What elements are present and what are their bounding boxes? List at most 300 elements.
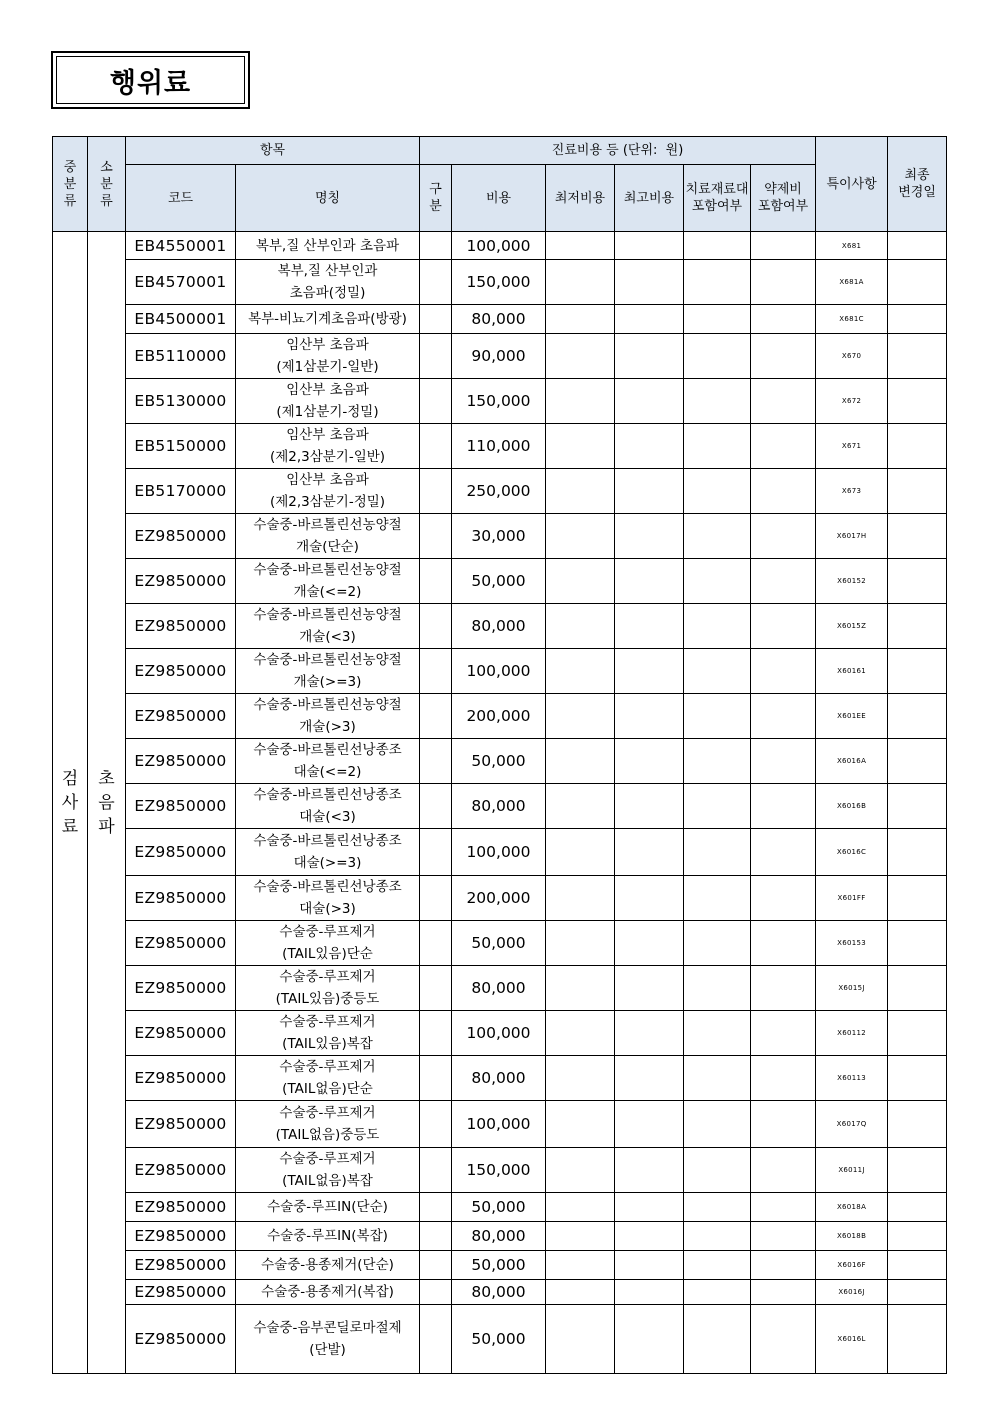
header-minor-category: 소 분 류 — [88, 137, 126, 232]
table-row — [53, 649, 947, 694]
material-included-cell — [684, 784, 751, 829]
name-cell: 수술중-루프제거 (TAIL있음)단순 — [236, 921, 420, 966]
table-row — [53, 1193, 947, 1222]
table-row — [53, 784, 947, 829]
material-included-cell — [684, 469, 751, 514]
cost-cell: 50,000 — [452, 921, 546, 966]
table-row — [53, 1101, 947, 1148]
table-row — [53, 232, 947, 260]
last-changed-cell — [888, 1251, 947, 1280]
notes-cell: X6016F — [816, 1251, 888, 1280]
max-cost-cell — [615, 1148, 684, 1193]
type-cell — [420, 1011, 452, 1056]
header-drug-included: 약제비 포함여부 — [751, 165, 816, 232]
notes-cell: X601EE — [816, 694, 888, 739]
name-cell: 수술중-루프IN(단순) — [236, 1193, 420, 1222]
code-cell: EB5110000 — [126, 334, 236, 379]
drug-included-cell — [751, 1056, 816, 1101]
drug-included-cell — [751, 1251, 816, 1280]
max-cost-cell — [615, 966, 684, 1011]
notes-cell: X60113 — [816, 1056, 888, 1101]
code-cell: EZ9850000 — [126, 559, 236, 604]
major-category-cell: 검 사 료 — [53, 232, 88, 1374]
max-cost-cell — [615, 232, 684, 260]
notes-cell: X6016J — [816, 1280, 888, 1305]
min-cost-cell — [546, 379, 615, 424]
cost-cell: 50,000 — [452, 1251, 546, 1280]
name-cell: 수술중-음부콘딜로마절제 (단발) — [236, 1305, 420, 1374]
name-cell: 수술중-바르톨린선농양절 개술(>=3) — [236, 649, 420, 694]
cost-cell: 80,000 — [452, 1280, 546, 1305]
cost-cell: 80,000 — [452, 604, 546, 649]
header-cost-group: 진료비용 등 (단위: 원) — [420, 137, 816, 165]
drug-included-cell — [751, 829, 816, 876]
cost-cell: 80,000 — [452, 1222, 546, 1251]
min-cost-cell — [546, 334, 615, 379]
min-cost-cell — [546, 1280, 615, 1305]
min-cost-cell — [546, 604, 615, 649]
min-cost-cell — [546, 694, 615, 739]
max-cost-cell — [615, 1251, 684, 1280]
min-cost-cell — [546, 469, 615, 514]
last-changed-cell — [888, 876, 947, 921]
material-included-cell — [684, 876, 751, 921]
last-changed-cell — [888, 232, 947, 260]
type-cell — [420, 649, 452, 694]
type-cell — [420, 829, 452, 876]
cost-cell: 250,000 — [452, 469, 546, 514]
name-cell: 수술중-용종제거(단순) — [236, 1251, 420, 1280]
code-cell: EZ9850000 — [126, 1251, 236, 1280]
cost-cell: 100,000 — [452, 232, 546, 260]
header-material-included: 치료재료대 포함여부 — [684, 165, 751, 232]
drug-included-cell — [751, 1101, 816, 1148]
header-name: 명칭 — [236, 165, 420, 232]
table-row — [53, 379, 947, 424]
code-cell: EZ9850000 — [126, 829, 236, 876]
max-cost-cell — [615, 379, 684, 424]
type-cell — [420, 1251, 452, 1280]
code-cell: EZ9850000 — [126, 1101, 236, 1148]
name-cell: 수술중-바르톨린선농양절 개술(>3) — [236, 694, 420, 739]
notes-cell: X673 — [816, 469, 888, 514]
max-cost-cell — [615, 784, 684, 829]
type-cell — [420, 694, 452, 739]
type-cell — [420, 876, 452, 921]
code-cell: EZ9850000 — [126, 876, 236, 921]
max-cost-cell — [615, 1305, 684, 1374]
cost-cell: 110,000 — [452, 424, 546, 469]
table-row — [53, 1148, 947, 1193]
notes-cell: X681 — [816, 232, 888, 260]
type-cell — [420, 559, 452, 604]
min-cost-cell — [546, 739, 615, 784]
type-cell — [420, 424, 452, 469]
max-cost-cell — [615, 514, 684, 559]
material-included-cell — [684, 829, 751, 876]
material-included-cell — [684, 1280, 751, 1305]
notes-cell: X60152 — [816, 559, 888, 604]
min-cost-cell — [546, 876, 615, 921]
last-changed-cell — [888, 966, 947, 1011]
fee-table — [52, 136, 947, 1374]
code-cell: EZ9850000 — [126, 604, 236, 649]
notes-cell: X6016B — [816, 784, 888, 829]
drug-included-cell — [751, 739, 816, 784]
notes-cell: X6016C — [816, 829, 888, 876]
notes-cell: X6017H — [816, 514, 888, 559]
last-changed-cell — [888, 1101, 947, 1148]
cost-cell: 80,000 — [452, 305, 546, 334]
cost-cell: 50,000 — [452, 739, 546, 784]
cost-cell: 50,000 — [452, 1193, 546, 1222]
cost-cell: 80,000 — [452, 966, 546, 1011]
table-row — [53, 966, 947, 1011]
max-cost-cell — [615, 559, 684, 604]
table-row — [53, 1222, 947, 1251]
name-cell: 임산부 초음파 (제2,3삼분기-정밀) — [236, 469, 420, 514]
min-cost-cell — [546, 1305, 615, 1374]
header-cost: 비용 — [452, 165, 546, 232]
last-changed-cell — [888, 829, 947, 876]
drug-included-cell — [751, 1305, 816, 1374]
name-cell: 수술중-바르톨린선농양절 개술(<=2) — [236, 559, 420, 604]
last-changed-cell — [888, 1222, 947, 1251]
name-cell: 수술중-바르톨린선농양절 개술(<3) — [236, 604, 420, 649]
notes-cell: X6015J — [816, 966, 888, 1011]
page-title-box — [51, 51, 250, 109]
drug-included-cell — [751, 876, 816, 921]
table-row — [53, 260, 947, 305]
type-cell — [420, 379, 452, 424]
name-cell: 수술중-바르톨린선낭종조 대술(<=2) — [236, 739, 420, 784]
material-included-cell — [684, 305, 751, 334]
code-cell: EZ9850000 — [126, 514, 236, 559]
type-cell — [420, 305, 452, 334]
min-cost-cell — [546, 966, 615, 1011]
drug-included-cell — [751, 1222, 816, 1251]
code-cell: EZ9850000 — [126, 1222, 236, 1251]
max-cost-cell — [615, 1280, 684, 1305]
material-included-cell — [684, 424, 751, 469]
table-row — [53, 876, 947, 921]
table-row — [53, 469, 947, 514]
name-cell: 복부,질 산부인과 초음파 — [236, 232, 420, 260]
min-cost-cell — [546, 921, 615, 966]
min-cost-cell — [546, 649, 615, 694]
material-included-cell — [684, 921, 751, 966]
code-cell: EB5170000 — [126, 469, 236, 514]
last-changed-cell — [888, 1305, 947, 1374]
max-cost-cell — [615, 424, 684, 469]
drug-included-cell — [751, 559, 816, 604]
min-cost-cell — [546, 305, 615, 334]
min-cost-cell — [546, 260, 615, 305]
notes-cell: X6011J — [816, 1148, 888, 1193]
drug-included-cell — [751, 1148, 816, 1193]
notes-cell: X681C — [816, 305, 888, 334]
table-row — [53, 559, 947, 604]
cost-cell: 80,000 — [452, 1056, 546, 1101]
max-cost-cell — [615, 829, 684, 876]
last-changed-cell — [888, 379, 947, 424]
table-row — [53, 1011, 947, 1056]
material-included-cell — [684, 260, 751, 305]
max-cost-cell — [615, 1193, 684, 1222]
name-cell: 복부-비뇨기계초음파(방광) — [236, 305, 420, 334]
type-cell — [420, 514, 452, 559]
type-cell — [420, 1056, 452, 1101]
code-cell: EZ9850000 — [126, 1011, 236, 1056]
max-cost-cell — [615, 876, 684, 921]
material-included-cell — [684, 1148, 751, 1193]
name-cell: 수술중-루프제거 (TAIL있음)중등도 — [236, 966, 420, 1011]
material-included-cell — [684, 649, 751, 694]
notes-cell: X672 — [816, 379, 888, 424]
drug-included-cell — [751, 469, 816, 514]
code-cell: EB5150000 — [126, 424, 236, 469]
min-cost-cell — [546, 1251, 615, 1280]
drug-included-cell — [751, 1280, 816, 1305]
material-included-cell — [684, 1101, 751, 1148]
type-cell — [420, 966, 452, 1011]
header-item: 항목 — [126, 137, 420, 165]
code-cell: EZ9850000 — [126, 1193, 236, 1222]
min-cost-cell — [546, 1222, 615, 1251]
material-included-cell — [684, 1193, 751, 1222]
name-cell: 수술중-루프제거 (TAIL없음)복잡 — [236, 1148, 420, 1193]
header-last-changed: 최종 변경일 — [888, 137, 947, 232]
drug-included-cell — [751, 784, 816, 829]
max-cost-cell — [615, 1011, 684, 1056]
last-changed-cell — [888, 424, 947, 469]
last-changed-cell — [888, 260, 947, 305]
notes-cell: X681A — [816, 260, 888, 305]
code-cell: EB5130000 — [126, 379, 236, 424]
notes-cell: X6016A — [816, 739, 888, 784]
type-cell — [420, 604, 452, 649]
type-cell — [420, 1148, 452, 1193]
table-row — [53, 1305, 947, 1374]
material-included-cell — [684, 232, 751, 260]
table-row — [53, 1251, 947, 1280]
cost-cell: 50,000 — [452, 1305, 546, 1374]
notes-cell: X60161 — [816, 649, 888, 694]
last-changed-cell — [888, 921, 947, 966]
notes-cell: X601FF — [816, 876, 888, 921]
drug-included-cell — [751, 260, 816, 305]
code-cell: EZ9850000 — [126, 694, 236, 739]
material-included-cell — [684, 739, 751, 784]
table-row — [53, 1280, 947, 1305]
last-changed-cell — [888, 305, 947, 334]
min-cost-cell — [546, 1148, 615, 1193]
max-cost-cell — [615, 1222, 684, 1251]
type-cell — [420, 1305, 452, 1374]
type-cell — [420, 1101, 452, 1148]
max-cost-cell — [615, 334, 684, 379]
type-cell — [420, 1193, 452, 1222]
material-included-cell — [684, 966, 751, 1011]
type-cell — [420, 784, 452, 829]
code-cell: EB4500001 — [126, 305, 236, 334]
drug-included-cell — [751, 921, 816, 966]
cost-cell: 50,000 — [452, 559, 546, 604]
last-changed-cell — [888, 604, 947, 649]
max-cost-cell — [615, 1101, 684, 1148]
header-major-category: 중 분 류 — [53, 137, 88, 232]
notes-cell: X60112 — [816, 1011, 888, 1056]
type-cell — [420, 1222, 452, 1251]
last-changed-cell — [888, 469, 947, 514]
last-changed-cell — [888, 784, 947, 829]
drug-included-cell — [751, 1193, 816, 1222]
code-cell: EZ9850000 — [126, 649, 236, 694]
notes-cell: X60153 — [816, 921, 888, 966]
table-row — [53, 514, 947, 559]
max-cost-cell — [615, 604, 684, 649]
notes-cell: X6018B — [816, 1222, 888, 1251]
type-cell — [420, 334, 452, 379]
min-cost-cell — [546, 1193, 615, 1222]
cost-cell: 30,000 — [452, 514, 546, 559]
name-cell: 수술중-루프제거 (TAIL있음)복잡 — [236, 1011, 420, 1056]
table-row — [53, 829, 947, 876]
code-cell: EZ9850000 — [126, 1305, 236, 1374]
name-cell: 수술중-바르톨린선낭종조 대술(>3) — [236, 876, 420, 921]
material-included-cell — [684, 379, 751, 424]
min-cost-cell — [546, 1011, 615, 1056]
code-cell: EZ9850000 — [126, 921, 236, 966]
table-row — [53, 334, 947, 379]
drug-included-cell — [751, 694, 816, 739]
drug-included-cell — [751, 514, 816, 559]
max-cost-cell — [615, 305, 684, 334]
material-included-cell — [684, 514, 751, 559]
table-row — [53, 739, 947, 784]
type-cell — [420, 469, 452, 514]
notes-cell: X6015Z — [816, 604, 888, 649]
code-cell: EZ9850000 — [126, 966, 236, 1011]
last-changed-cell — [888, 559, 947, 604]
drug-included-cell — [751, 334, 816, 379]
code-cell: EZ9850000 — [126, 1148, 236, 1193]
code-cell: EZ9850000 — [126, 784, 236, 829]
max-cost-cell — [615, 1056, 684, 1101]
table-row — [53, 604, 947, 649]
drug-included-cell — [751, 649, 816, 694]
material-included-cell — [684, 694, 751, 739]
max-cost-cell — [615, 469, 684, 514]
last-changed-cell — [888, 514, 947, 559]
table-row — [53, 1056, 947, 1101]
code-cell: EB4570001 — [126, 260, 236, 305]
last-changed-cell — [888, 739, 947, 784]
material-included-cell — [684, 334, 751, 379]
type-cell — [420, 260, 452, 305]
min-cost-cell — [546, 784, 615, 829]
code-cell: EB4550001 — [126, 232, 236, 260]
name-cell: 수술중-루프제거 (TAIL없음)중등도 — [236, 1101, 420, 1148]
last-changed-cell — [888, 1056, 947, 1101]
material-included-cell — [684, 559, 751, 604]
last-changed-cell — [888, 334, 947, 379]
min-cost-cell — [546, 1101, 615, 1148]
type-cell — [420, 232, 452, 260]
name-cell: 수술중-바르톨린선농양절 개술(단순) — [236, 514, 420, 559]
notes-cell: X6016L — [816, 1305, 888, 1374]
name-cell: 임산부 초음파 (제1삼분기-정밀) — [236, 379, 420, 424]
name-cell: 수술중-루프제거 (TAIL없음)단순 — [236, 1056, 420, 1101]
table-row — [53, 921, 947, 966]
name-cell: 수술중-용종제거(복잡) — [236, 1280, 420, 1305]
table-row — [53, 305, 947, 334]
max-cost-cell — [615, 649, 684, 694]
cost-cell: 150,000 — [452, 1148, 546, 1193]
name-cell: 수술중-루프IN(복잡) — [236, 1222, 420, 1251]
name-cell: 수술중-바르톨린선낭종조 대술(<3) — [236, 784, 420, 829]
max-cost-cell — [615, 921, 684, 966]
cost-cell: 80,000 — [452, 784, 546, 829]
code-cell: EZ9850000 — [126, 1280, 236, 1305]
max-cost-cell — [615, 694, 684, 739]
minor-category-cell: 초 음 파 — [88, 232, 126, 1374]
code-cell: EZ9850000 — [126, 739, 236, 784]
cost-cell: 100,000 — [452, 1011, 546, 1056]
code-cell: EZ9850000 — [126, 1056, 236, 1101]
header-notes: 특이사항 — [816, 137, 888, 232]
material-included-cell — [684, 1251, 751, 1280]
type-cell — [420, 921, 452, 966]
cost-cell: 200,000 — [452, 694, 546, 739]
cost-cell: 90,000 — [452, 334, 546, 379]
drug-included-cell — [751, 966, 816, 1011]
header-code: 코드 — [126, 165, 236, 232]
notes-cell: X670 — [816, 334, 888, 379]
table-row — [53, 424, 947, 469]
min-cost-cell — [546, 1056, 615, 1101]
last-changed-cell — [888, 1280, 947, 1305]
material-included-cell — [684, 1222, 751, 1251]
cost-cell: 100,000 — [452, 829, 546, 876]
min-cost-cell — [546, 559, 615, 604]
material-included-cell — [684, 1056, 751, 1101]
drug-included-cell — [751, 424, 816, 469]
header-type: 구 분 — [420, 165, 452, 232]
min-cost-cell — [546, 829, 615, 876]
drug-included-cell — [751, 305, 816, 334]
header-min-cost: 최저비용 — [546, 165, 615, 232]
material-included-cell — [684, 1305, 751, 1374]
drug-included-cell — [751, 232, 816, 260]
page-title: 행위료 — [56, 56, 245, 104]
last-changed-cell — [888, 649, 947, 694]
drug-included-cell — [751, 1011, 816, 1056]
min-cost-cell — [546, 232, 615, 260]
max-cost-cell — [615, 739, 684, 784]
drug-included-cell — [751, 604, 816, 649]
table-row — [53, 694, 947, 739]
last-changed-cell — [888, 1193, 947, 1222]
name-cell: 임산부 초음파 (제2,3삼분기-일반) — [236, 424, 420, 469]
min-cost-cell — [546, 424, 615, 469]
min-cost-cell — [546, 514, 615, 559]
drug-included-cell — [751, 379, 816, 424]
max-cost-cell — [615, 260, 684, 305]
notes-cell: X671 — [816, 424, 888, 469]
material-included-cell — [684, 1011, 751, 1056]
last-changed-cell — [888, 1011, 947, 1056]
